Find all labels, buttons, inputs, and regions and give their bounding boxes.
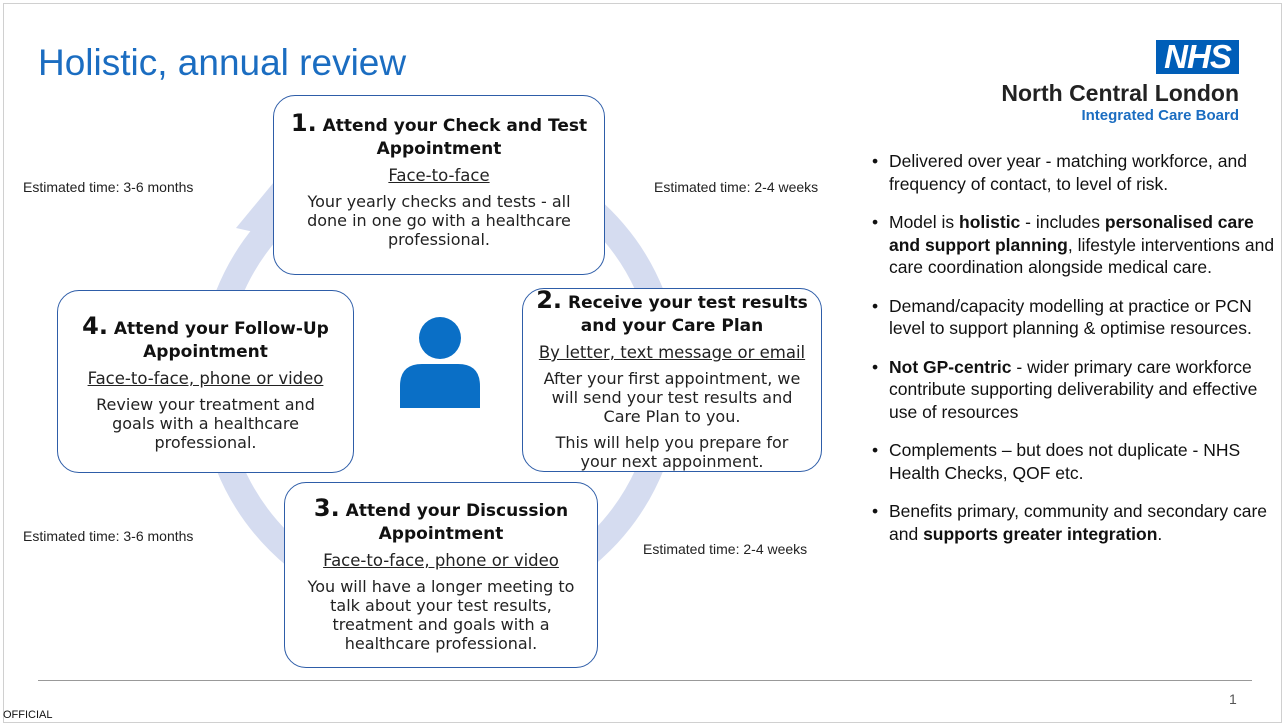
step-1-description: Your yearly checks and tests - all done in one go with a healthcare professional. — [307, 192, 571, 249]
estimate-top-left: Estimated time: 3-6 months — [23, 179, 194, 195]
key-point-text: . — [1157, 523, 1163, 544]
step-4-mode: Face-to-face, phone or video — [87, 369, 324, 388]
classification-label: OFFICIAL — [3, 709, 53, 721]
step-1-card — [273, 95, 605, 275]
page-title: Holistic, annual review — [38, 42, 407, 83]
step-2-card — [522, 288, 822, 472]
step-2-mode: By letter, text message or email — [538, 343, 806, 362]
key-point-text: Delivered over year - matching workforce, and frequency of contact, to level of risk. — [889, 151, 1247, 194]
estimate-top-right: Estimated time: 2-4 weeks — [654, 179, 819, 195]
step-4-description: Review your treatment and goals with a healthcare professional. — [96, 395, 315, 452]
step-2-description: After your first appointment, we will send your test results and Care Plan to you. — [543, 369, 801, 426]
bullet-icon: • — [872, 295, 879, 316]
step-3-card — [284, 482, 598, 668]
key-points-list — [862, 150, 1277, 561]
estimate-bottom-left: Estimated time: 3-6 months — [23, 528, 194, 544]
key-point-text: Benefits primary, community and secondary care and — [889, 501, 1268, 544]
step-2-title: Receive your test results and your Care Plan — [567, 293, 808, 336]
key-point-emphasis: Not GP-centric — [889, 356, 1012, 377]
step-2-heading — [523, 286, 821, 338]
step-4-title: Attend your Follow-Up Appointment — [113, 319, 329, 362]
key-point-text: - includes — [1020, 212, 1105, 232]
bullet-icon: • — [872, 356, 879, 377]
nhs-logo: NHS — [1156, 40, 1239, 74]
key-point-text: - wider primary care workforce contribute supporting deliverability and effective use of resources — [889, 356, 1258, 422]
key-point-item — [862, 356, 1277, 424]
step-1-number: 1. — [290, 109, 317, 137]
footer-divider — [38, 680, 1252, 681]
step-1-title: Attend your Check and Test Appointment — [322, 116, 588, 159]
bullet-icon: • — [872, 501, 879, 521]
key-point-item — [862, 500, 1277, 545]
step-4-heading — [58, 312, 353, 364]
bullet-icon: • — [872, 440, 879, 460]
key-point-emphasis: supports greater integration — [923, 523, 1158, 544]
estimate-bottom-right: Estimated time: 2-4 weeks — [643, 541, 808, 557]
key-point-item — [862, 295, 1277, 340]
org-name: North Central London — [1001, 80, 1239, 106]
key-point-emphasis: personalised care and support planning — [889, 212, 1254, 255]
step-3-number: 3. — [313, 494, 340, 522]
step-4-card — [57, 290, 354, 473]
step-1-heading — [274, 109, 604, 161]
key-point-item — [862, 150, 1277, 195]
step-3-description: You will have a longer meeting to talk about your test results, treatment and goals with a healthcare professional. — [307, 577, 575, 653]
step-2-description-2: This will help you prepare for your next appoinment. — [555, 433, 789, 471]
step-1-mode: Face-to-face — [388, 166, 490, 185]
key-point-text: Model is — [889, 212, 960, 232]
org-subtitle: Integrated Care Board — [1081, 107, 1239, 124]
key-point-item — [862, 211, 1277, 279]
step-3-mode: Face-to-face, phone or video — [323, 551, 559, 570]
page-number: 1 — [1229, 691, 1237, 707]
key-point-emphasis: holistic — [959, 212, 1021, 232]
bullet-icon: • — [872, 151, 879, 171]
step-3-title: Attend your Discussion Appointment — [345, 501, 569, 544]
step-2-number: 2. — [536, 286, 563, 314]
step-3-heading — [285, 494, 597, 546]
bullet-icon: • — [872, 212, 879, 232]
key-point-text: , lifestyle interventions and care coordination alongside medical care. — [889, 234, 1275, 277]
key-point-item — [862, 439, 1277, 484]
person-icon — [398, 316, 482, 410]
step-4-number: 4. — [82, 312, 108, 340]
key-point-text: Demand/capacity modelling at practice or PCN level to support planning & optimise resources. — [889, 295, 1252, 338]
key-point-text: Complements – but does not duplicate - NHS Health Checks, QOF etc. — [889, 440, 1241, 483]
